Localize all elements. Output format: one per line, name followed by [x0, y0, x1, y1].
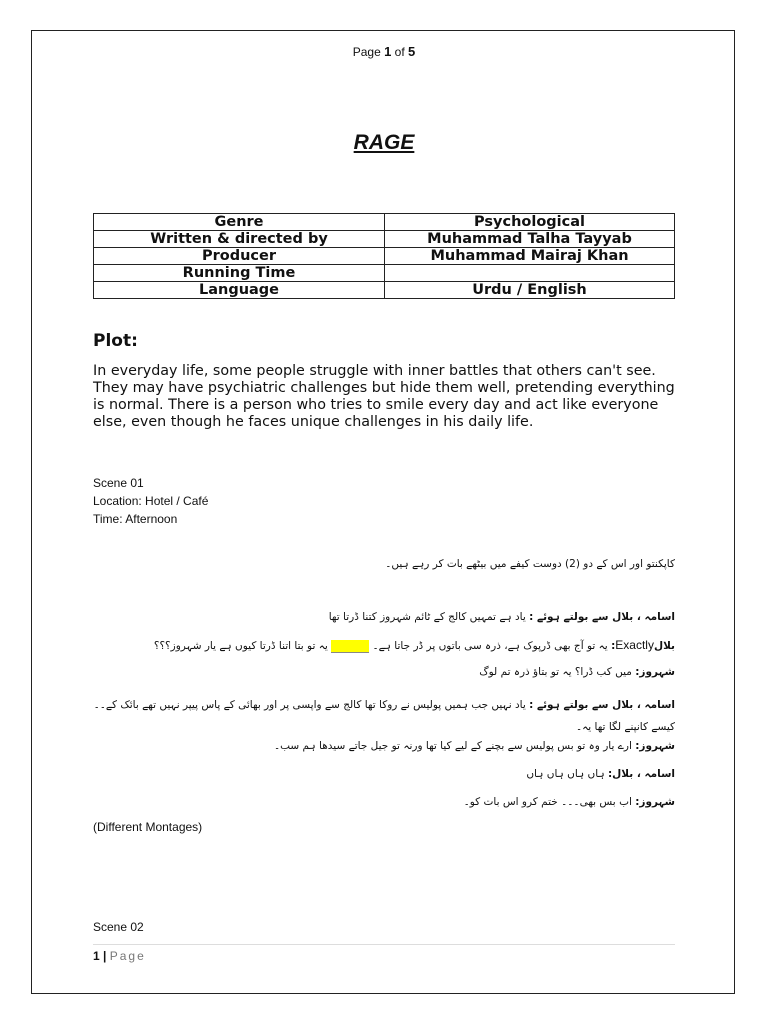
page-footer [93, 949, 146, 963]
speaker: اسامہ ، بلال سے بولتے ہوئے : [529, 699, 675, 711]
line-text: یہ تو آج بھی ڈرپوک ہے، ذرہ سی باتوں پر ڈر جاتا ہے۔ [372, 640, 608, 652]
scene1-number: Scene 01 [93, 476, 144, 490]
highlight-mark [331, 640, 369, 653]
meta-value: Psychological [385, 214, 675, 231]
plot-body: In everyday life, some people struggle with inner battles that others can't see. They may have psychiatric challenges but hide them well, pretending everything is normal. There is a person who tries to smile every day and act like everyone else, even though he faces unique challenges in his daily life. [93, 363, 675, 430]
meta-label: Producer [94, 248, 385, 265]
table-row [94, 231, 675, 248]
speaker: شہروز: [635, 666, 675, 678]
table-row [94, 248, 675, 265]
meta-label: Language [94, 282, 385, 299]
line-text: ارے یار وہ تو بس پولیس سے بچنے کے لیے کیا تھا ورنہ تو جیل جاتے سیدھا ہم سب۔ [273, 740, 632, 752]
meta-label: Running Time [94, 265, 385, 282]
line-text: اب بس بھی۔۔۔ ختم کرو اس بات کو۔ [463, 796, 632, 808]
meta-value: Urdu / English [385, 282, 675, 299]
page-header [0, 44, 768, 59]
line-text: میں کب ڈرا؟ یہ تو بتاؤ ذرہ تم لوگ [479, 666, 632, 678]
speaker: اسامہ ، بلال سے بولتے ہوئے : [529, 611, 675, 623]
meta-table [93, 213, 675, 299]
dialogue-line: بلالExactly: یہ تو آج بھی ڈرپوک ہے، ذرہ سی باتوں پر ڈر جاتا ہے۔ یہ تو بتا اتنا ڈرتا کیوں ہے یار شہروز؟؟؟ [153, 638, 675, 652]
meta-value [385, 265, 675, 282]
footer-page-label: Page [109, 949, 146, 963]
montage-note: (Different Montages) [93, 820, 203, 834]
scene1-location: Location: Hotel / Café [93, 494, 209, 508]
line-text: یہ تو بتا اتنا ڈرتا کیوں ہے یار شہروز؟؟؟ [153, 640, 328, 652]
meta-value: Muhammad Talha Tayyab [385, 231, 675, 248]
header-of: of [394, 45, 405, 59]
dialogue-line [93, 611, 675, 623]
dialogue-line [93, 666, 675, 678]
header-current-page: 1 [384, 44, 392, 59]
header-total-pages: 5 [408, 44, 416, 59]
table-row [94, 265, 675, 282]
scene2-number: Scene 02 [93, 920, 144, 934]
speaker: اسامہ ، بلال: [607, 768, 675, 780]
speaker: بلال [653, 640, 675, 652]
speaker: شہروز: [635, 796, 675, 808]
line-text: یاد نہیں جب ہمیں پولیس نے روکا تھا کالج سے واپسی پر اور بھائی کے پاس پیپر نہیں تھے بائک کے۔۔ کیسے کانپنے لگا تھا یہ۔ [93, 699, 675, 733]
dialogue-line [93, 768, 675, 780]
meta-value: Muhammad Mairaj Khan [385, 248, 675, 265]
plot-heading: Plot: [93, 331, 138, 351]
dialogue-line [93, 740, 675, 752]
footer-page-number: 1 [93, 949, 100, 963]
dialogue-line [93, 796, 675, 808]
scene1-time: Time: Afternoon [93, 512, 178, 526]
footer-divider [93, 944, 675, 945]
line-text: یاد ہے تمہیں کالج کے ٹائم شہروز کتنا ڈرتا تھا [328, 611, 526, 623]
line-text: ہاں ہاں ہاں ہاں [526, 768, 605, 780]
dialogue-intro: کاپکنتو اور اس کے دو (2) دوست کیفے میں بیٹھے بات کر رہے ہیں۔ [385, 558, 675, 570]
header-prefix: Page [352, 45, 381, 59]
speaker: شہروز: [635, 740, 675, 752]
table-row [94, 214, 675, 231]
dialogue-line [93, 694, 675, 738]
footer-separator: | [103, 949, 107, 963]
meta-label: Written & directed by [94, 231, 385, 248]
document-title: RAGE [353, 131, 415, 154]
english-word: Exactly [615, 638, 654, 652]
meta-label: Genre [94, 214, 385, 231]
table-row [94, 282, 675, 299]
